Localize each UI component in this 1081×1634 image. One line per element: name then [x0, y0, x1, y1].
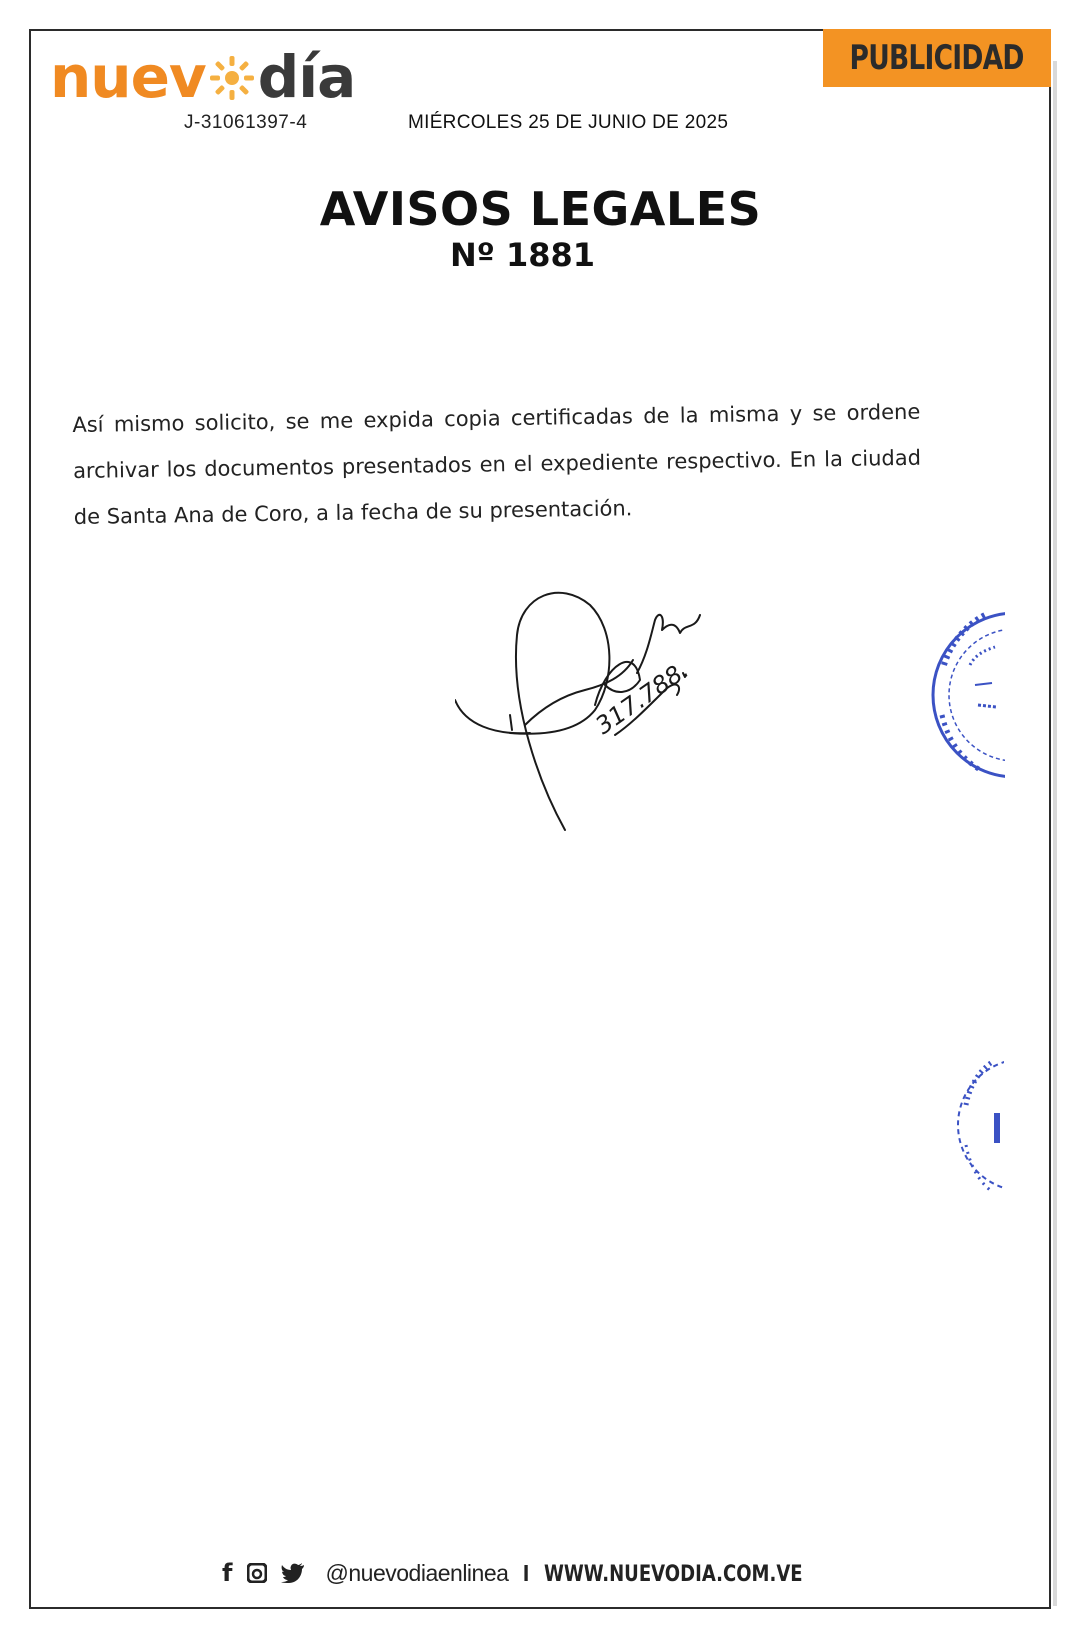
website-link[interactable]: WWW.NUEVODIA.COM.VE [543, 1562, 803, 1587]
notice-number: Nº 1881 [450, 236, 596, 274]
logo-text-secondary: día [257, 43, 356, 111]
logo-text-primary: nuev [50, 43, 206, 111]
social-handle[interactable]: @nuevodiaenlinea [325, 1560, 509, 1586]
rif-number: J-31061397-4 [184, 112, 308, 133]
page-title: AVISOS LEGALES [319, 182, 762, 236]
notice-paragraph: Así mismo solicito, se me expida copia certificadas de la misma y se ordene archivar los documentos presentados en el expediente respectivo. En la ciudad de Santa Ana de Coro, a la fecha de su presentación. [72, 399, 922, 529]
section-badge [823, 29, 1051, 87]
footer [0, 1559, 1081, 1587]
sun-logo-icon [207, 53, 257, 103]
facebook-icon[interactable]: f [222, 1559, 233, 1587]
signature-note: 317.788. [590, 655, 694, 740]
footer-separator: I [522, 1560, 530, 1586]
official-seal-stamp [930, 595, 1005, 795]
official-seal-stamp-2 [954, 1035, 1004, 1215]
instagram-icon[interactable] [247, 1563, 267, 1583]
section-badge-label: PUBLICIDAD [849, 38, 1025, 78]
twitter-icon[interactable] [281, 1563, 305, 1583]
newspaper-logo [50, 43, 356, 111]
publication-date: MIÉRCOLES 25 DE JUNIO DE 2025 [408, 112, 729, 133]
social-icons [222, 1559, 320, 1587]
handwritten-signature [455, 585, 745, 865]
